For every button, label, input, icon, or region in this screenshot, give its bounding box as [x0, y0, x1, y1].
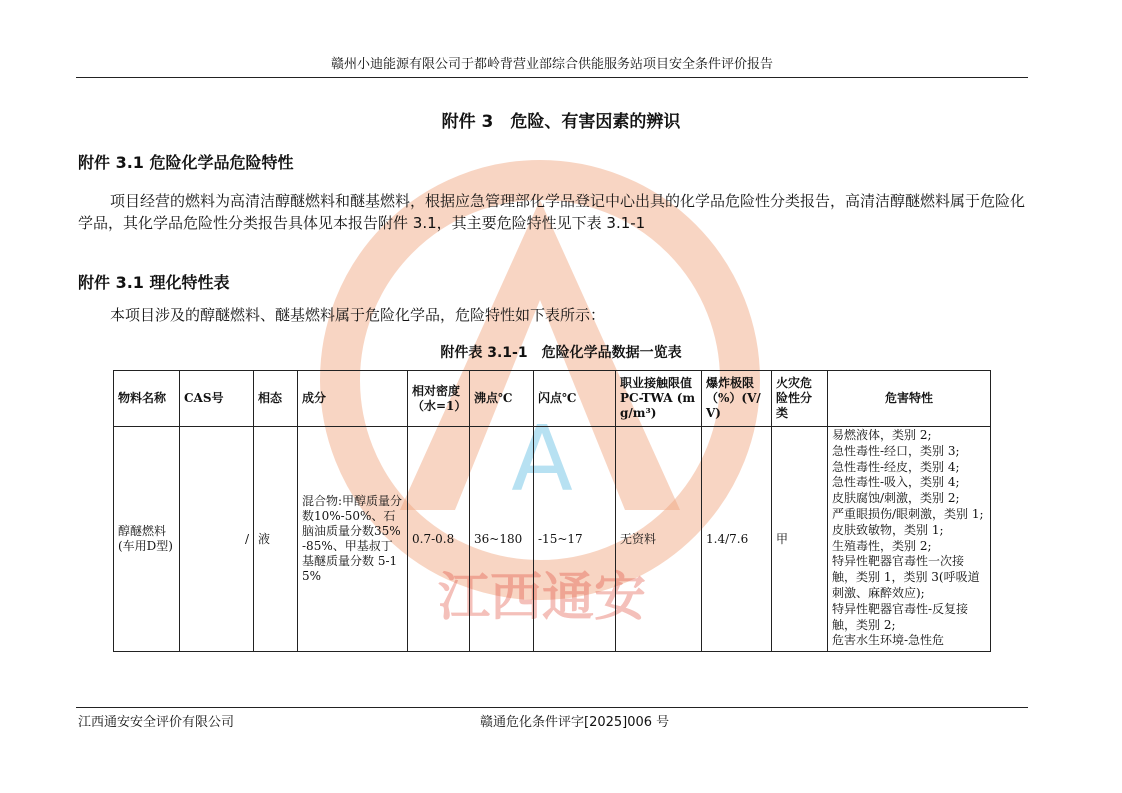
watermark-logo-letter: A — [511, 407, 573, 512]
hazard-item: 特异性靶器官毒性-反复接触，类别 2; — [832, 601, 969, 632]
col-header-density: 相对密度（水=1） — [408, 371, 470, 427]
col-header-composition: 成分 — [298, 371, 408, 427]
table-row — [114, 427, 991, 652]
col-header-explosion: 爆炸极限（%）(V/V) — [702, 371, 772, 427]
table-header-row — [114, 371, 991, 427]
cell-phase: 液 — [254, 427, 298, 652]
cell-density: 0.7-0.8 — [408, 427, 470, 652]
cell-composition: 混合物:甲醇质量分数10%-50%、石脑油质量分数35%-85%、甲基叔丁基醚质量分数 5-15% — [298, 427, 408, 652]
hazard-item: 急性毒性-经皮，类别 4; — [832, 459, 960, 474]
hazard-item: 急性毒性-吸入，类别 4; — [832, 475, 960, 490]
section-heading-properties-table: 附件 3.1 理化特性表 — [78, 273, 230, 292]
col-header-pctwa: 职业接触限值PC-TWA (mg/m³) — [616, 371, 702, 427]
col-header-cas: CAS号 — [180, 371, 254, 427]
hazard-data-table — [113, 370, 991, 652]
cell-cas: / — [180, 427, 254, 652]
hazard-item: 危害水生环境-急性危 — [832, 633, 945, 648]
cell-boiling: 36~180 — [470, 427, 534, 652]
paragraph-table-intro: 本项目涉及的醇醚燃料、醚基燃料属于危险化学品，危险特性如下表所示： — [110, 306, 606, 324]
footer-company: 江西通安安全评价有限公司 — [78, 715, 235, 730]
cell-name: 醇醚燃料(车用D型) — [114, 427, 180, 652]
col-header-boiling: 沸点℃ — [470, 371, 534, 427]
page-header: 赣州小迪能源有限公司于都岭背营业部综合供能服务站项目安全条件评价报告 — [76, 55, 1028, 78]
cell-explosion: 1.4/7.6 — [702, 427, 772, 652]
col-header-name: 物料名称 — [114, 371, 180, 427]
hazard-item: 生殖毒性，类别 2; — [832, 538, 932, 553]
col-header-fire-class: 火灾危险性分类 — [772, 371, 828, 427]
cell-flash: -15~17 — [534, 427, 616, 652]
hazard-item: 易燃液体，类别 2; — [832, 428, 932, 442]
col-header-hazards: 危害特性 — [828, 371, 991, 427]
hazard-item: 皮肤致敏物，类别 1; — [832, 522, 944, 537]
hazard-item: 皮肤腐蚀/刺激，类别 2; — [832, 491, 960, 506]
col-header-phase: 相态 — [254, 371, 298, 427]
section-heading-chemical-hazards: 附件 3.1 危险化学品危险特性 — [78, 153, 294, 172]
footer-divider — [76, 707, 1028, 708]
cell-fire-class: 甲 — [772, 427, 828, 652]
cell-pctwa: 无资料 — [616, 427, 702, 652]
paragraph-intro: 项目经营的燃料为高清洁醇醚燃料和醚基燃料，根据应急管理部化学品登记中心出具的化学品危险性分类报告，高清洁醇醚燃料属于危险化学品，其化学品危险性分类报告具体见本报告附件 3.1，其主要危险特性见下表 3.1-1 — [78, 192, 1026, 232]
cell-hazards — [828, 427, 991, 652]
document-title: 附件 3 危险、有害因素的辨识 — [441, 112, 681, 132]
watermark-company-text: 江西通安 — [437, 568, 647, 628]
hazard-item: 特异性靶器官毒性一次接触，类别 1，类别 3(呼吸道刺激、麻醉效应); — [832, 554, 980, 600]
hazard-item: 严重眼损伤/眼刺激，类别 1; — [832, 506, 984, 521]
table-caption: 附件表 3.1-1 危险化学品数据一览表 — [440, 345, 682, 361]
footer-document-number: 赣通危化条件评字[2025]006 号 — [480, 715, 670, 730]
hazard-item: 急性毒性-经口，类别 3; — [832, 443, 960, 458]
col-header-flash: 闪点℃ — [534, 371, 616, 427]
